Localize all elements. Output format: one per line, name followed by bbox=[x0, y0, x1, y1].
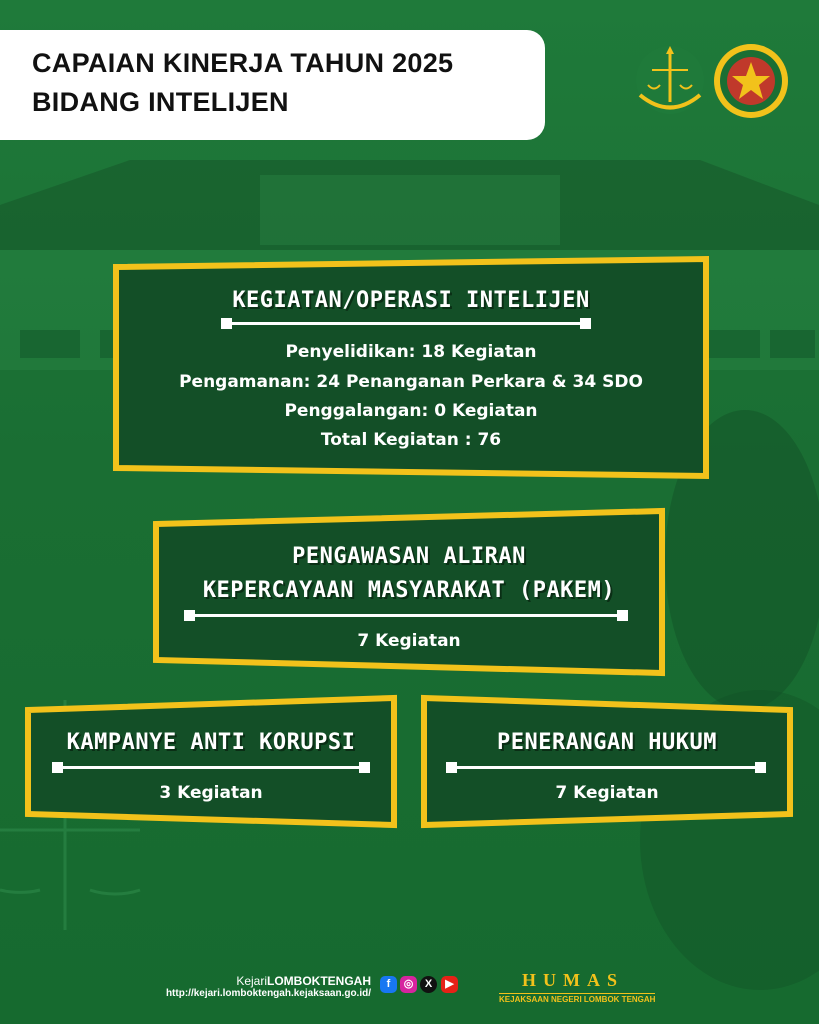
x-twitter-icon[interactable]: X bbox=[420, 976, 437, 993]
page-title: CAPAIAN KINERJA TAHUN 2025 bbox=[32, 48, 454, 78]
divider bbox=[188, 614, 624, 617]
card-title: KAMPANYE ANTI KORUPSI bbox=[66, 730, 356, 755]
instagram-icon[interactable]: ◎ bbox=[400, 976, 417, 993]
card-operasi-intelijen bbox=[112, 255, 710, 480]
card-penerangan-hukum bbox=[420, 694, 794, 829]
humas-subtitle: KEJAKSAAN NEGERI LOMBOK TENGAH bbox=[499, 995, 656, 1004]
card-pakem bbox=[152, 507, 666, 677]
site-url[interactable]: http://kejari.lomboktengah.kejaksaan.go.id/ bbox=[165, 988, 371, 999]
card-frame bbox=[420, 694, 794, 829]
card-title: KEGIATAN/OPERASI INTELIJEN bbox=[232, 288, 590, 313]
divider bbox=[450, 766, 762, 769]
stat-total: Total Kegiatan : 76 bbox=[320, 430, 502, 450]
stat-pengamanan: Pengamanan: 24 Penanganan Perkara & 34 SDO bbox=[179, 372, 643, 392]
card-title: PENERANGAN HUKUM bbox=[497, 730, 717, 755]
kejaksaan-emblem-icon bbox=[630, 40, 710, 120]
intelijen-emblem-icon bbox=[712, 42, 790, 120]
divider bbox=[225, 322, 587, 325]
card-anti-korupsi bbox=[24, 694, 398, 829]
page-subtitle: BIDANG INTELIJEN bbox=[32, 87, 289, 117]
site-name: KejariLOMBOKTENGAH bbox=[236, 974, 371, 988]
stat-penyelidikan: Penyelidikan: 18 Kegiatan bbox=[285, 342, 537, 362]
stat-hukum: 7 Kegiatan bbox=[555, 783, 659, 803]
card-title-line2: KEPERCAYAAN MASYARAKAT (PAKEM) bbox=[202, 578, 616, 603]
stat-korupsi: 3 Kegiatan bbox=[159, 783, 263, 803]
card-title-line1: PENGAWASAN ALIRAN bbox=[292, 544, 526, 569]
humas-logo: HUMAS bbox=[522, 970, 624, 990]
stat-pakem: 7 Kegiatan bbox=[357, 631, 461, 651]
stat-penggalangan: Penggalangan: 0 Kegiatan bbox=[284, 401, 538, 421]
facebook-icon[interactable]: f bbox=[380, 976, 397, 993]
card-frame bbox=[24, 694, 398, 829]
title-banner bbox=[0, 30, 545, 140]
divider bbox=[56, 766, 366, 769]
youtube-icon[interactable]: ▶ bbox=[441, 976, 458, 993]
footer-site bbox=[166, 974, 371, 999]
